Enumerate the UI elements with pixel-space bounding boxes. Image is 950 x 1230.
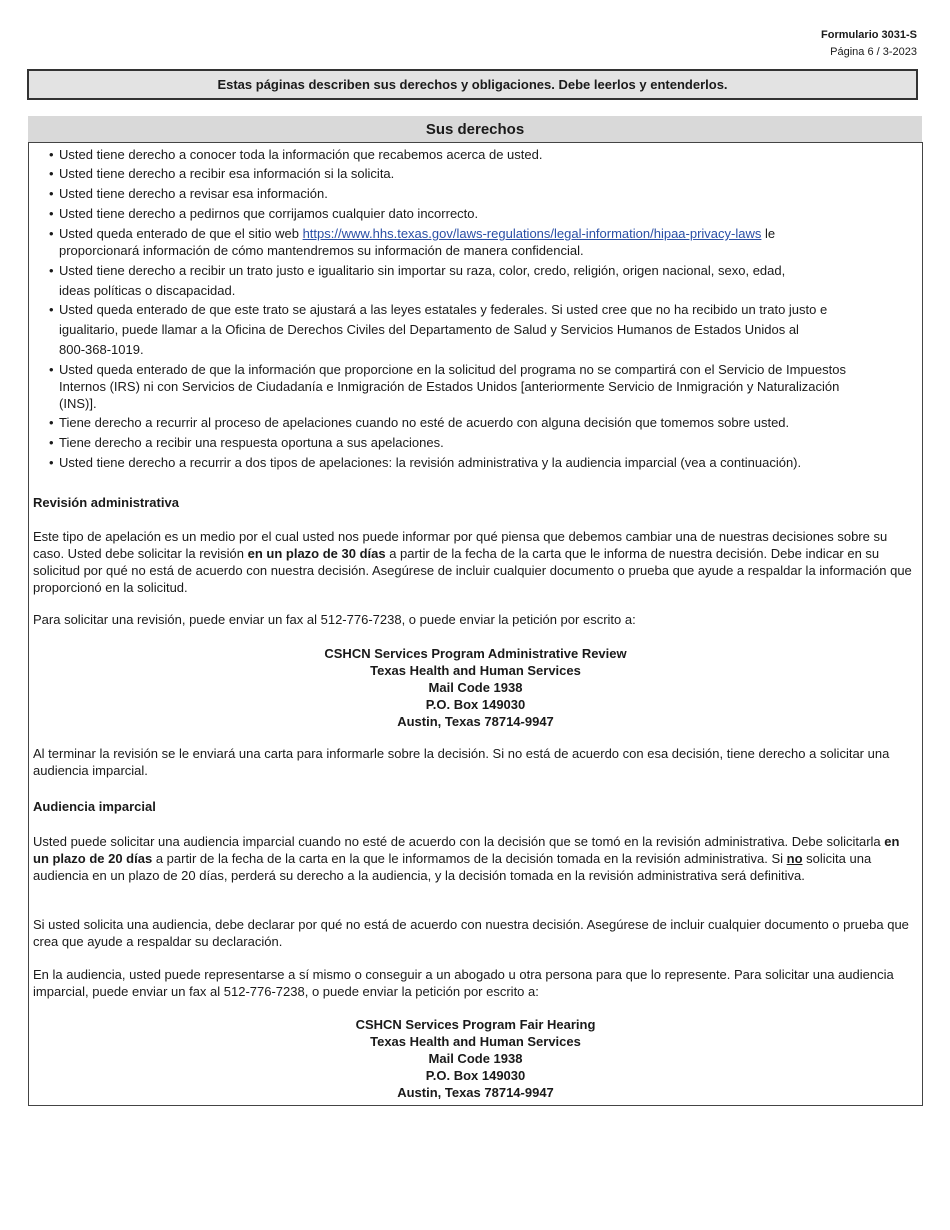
rights-list-item: • Usted tiene derecho a recibir esa información si la solicita. — [49, 166, 395, 181]
rights-list-item: • Usted tiene derecho a recurrir a dos tipos de apelaciones: la revisión administrativa y la audiencia imparcial (vea a continuación). — [49, 455, 802, 470]
fair-hearing-declaration: Si usted solicita una audiencia, debe declarar por qué no está de acuerdo con nuestra decisión. Asegúrese de incluir cualquier documento o prueba que crea que ayude a respaldar su declaración. — [33, 917, 909, 949]
fair-hearing-paragraph: Usted puede solicitar una audiencia imparcial cuando no esté de acuerdo con la decisión que se tomó en la revisión administrativa. Debe solicitarla en un plazo de 20 días a partir de la fecha de la carta en la que le informamos de la decisión tomada en la revisión administrativa. Si no solicita una audiencia en un plazo de 20 días, perderá su derecho a la audiencia, y la decisión tomada en la revisión administrativa será definitiva. — [33, 834, 900, 883]
admin-review-paragraph: Este tipo de apelación es un medio por el cual usted nos puede informar por qué piensa que debemos cambiar una de nuestras decisiones sobre su caso. Usted debe solicitar la revisión en un plazo de 30 días a partir de la fecha de la carta que le informa de nuestra decisión. Debe indicar en su solicitud por qué no está de acuerdo con nuestra decisión. Asegúrese de incluir cualquier documento o prueba que ayude a respaldar la información que proporcionó en la solicitud. — [33, 529, 912, 595]
rights-list-item: • Usted queda enterado de que la información que proporcione en la solicitud del programa no se compartirá con el Servicio de Impuestos Internos (IRS) ni con Servicios de Ciudadanía e Inmigración de Estados Unidos [anteriormente Servicio de Inmigración y Naturalización (INS)]. — [49, 362, 846, 411]
intro-banner: Estas páginas describen sus derechos y obligaciones. Debe leerlos y entenderlos. — [27, 69, 918, 100]
content-box — [28, 142, 923, 1106]
rights-list-item: • Usted tiene derecho a pedirnos que corrijamos cualquier dato incorrecto. — [49, 206, 479, 221]
fair-hearing-heading: Audiencia imparcial — [33, 799, 156, 814]
form-number: Formulario 3031-S — [821, 29, 917, 41]
rights-section-title: Sus derechos — [28, 116, 922, 142]
hipaa-privacy-link[interactable]: https://www.hhs.texas.gov/laws-regulations/legal-information/hipaa-privacy-laws — [302, 226, 762, 241]
form-header — [821, 27, 917, 61]
admin-review-followup: Al terminar la revisión se le enviará una carta para informarle sobre la decisión. Si no está de acuerdo con esa decisión, tiene derecho a solicitar una audiencia imparcial. — [33, 746, 890, 778]
rights-list-item: • Usted queda enterado de que este trato se ajustará a las leyes estatales y federales. Si usted cree que no ha recibido un trato justo e igualitario, puede llamar a la Oficina de Derechos Civiles del Departamento de Salud y Servicios Humanos de Estados Unidos al 800-368-1019. — [49, 302, 828, 357]
admin-review-heading: Revisión administrativa — [33, 495, 179, 510]
page-info: Página 6 / 3-2023 — [830, 46, 917, 58]
rights-list-item: • Usted tiene derecho a revisar esa información. — [49, 186, 328, 201]
admin-review-instructions: Para solicitar una revisión, puede enviar un fax al 512-776-7238, o puede enviar la petición por escrito a: — [33, 612, 636, 627]
fair-hearing-address: CSHCN Services Program Fair Hearing Texas Health and Human Services Mail Code 1938 P.O. Box 149030 Austin, Texas 78714-9947 — [355, 1017, 596, 1100]
rights-list-item: • Usted tiene derecho a recibir un trato justo e igualitario sin importar su raza, color, credo, religión, origen nacional, sexo, edad, ideas políticas o discapacidad. — [49, 263, 786, 298]
rights-list-item: • Tiene derecho a recibir una respuesta oportuna a sus apelaciones. — [49, 435, 444, 450]
rights-list-item: • Usted tiene derecho a conocer toda la información que recabemos acerca de usted. — [49, 147, 543, 162]
rights-list-item: • Tiene derecho a recurrir al proceso de apelaciones cuando no esté de acuerdo con alguna decisión que tomemos sobre usted. — [49, 415, 790, 430]
fair-hearing-instructions: En la audiencia, usted puede representarse a sí mismo o conseguir a un abogado u otra persona para que lo represente. Para solicitar una audiencia imparcial, puede enviar un fax al 512-776-7238, o puede enviar la petición por escrito a: — [33, 967, 894, 999]
admin-review-address: CSHCN Services Program Administrative Review Texas Health and Human Services Mail Code 1938 P.O. Box 149030 Austin, Texas 78714-9947 — [324, 646, 627, 729]
rights-list-item: • Usted queda enterado de que el sitio web https://www.hhs.texas.gov/laws-regulations/legal-information/hipaa-privacy-laws le proporcionará información de cómo mantendremos su información de manera confidencial. — [49, 226, 776, 258]
